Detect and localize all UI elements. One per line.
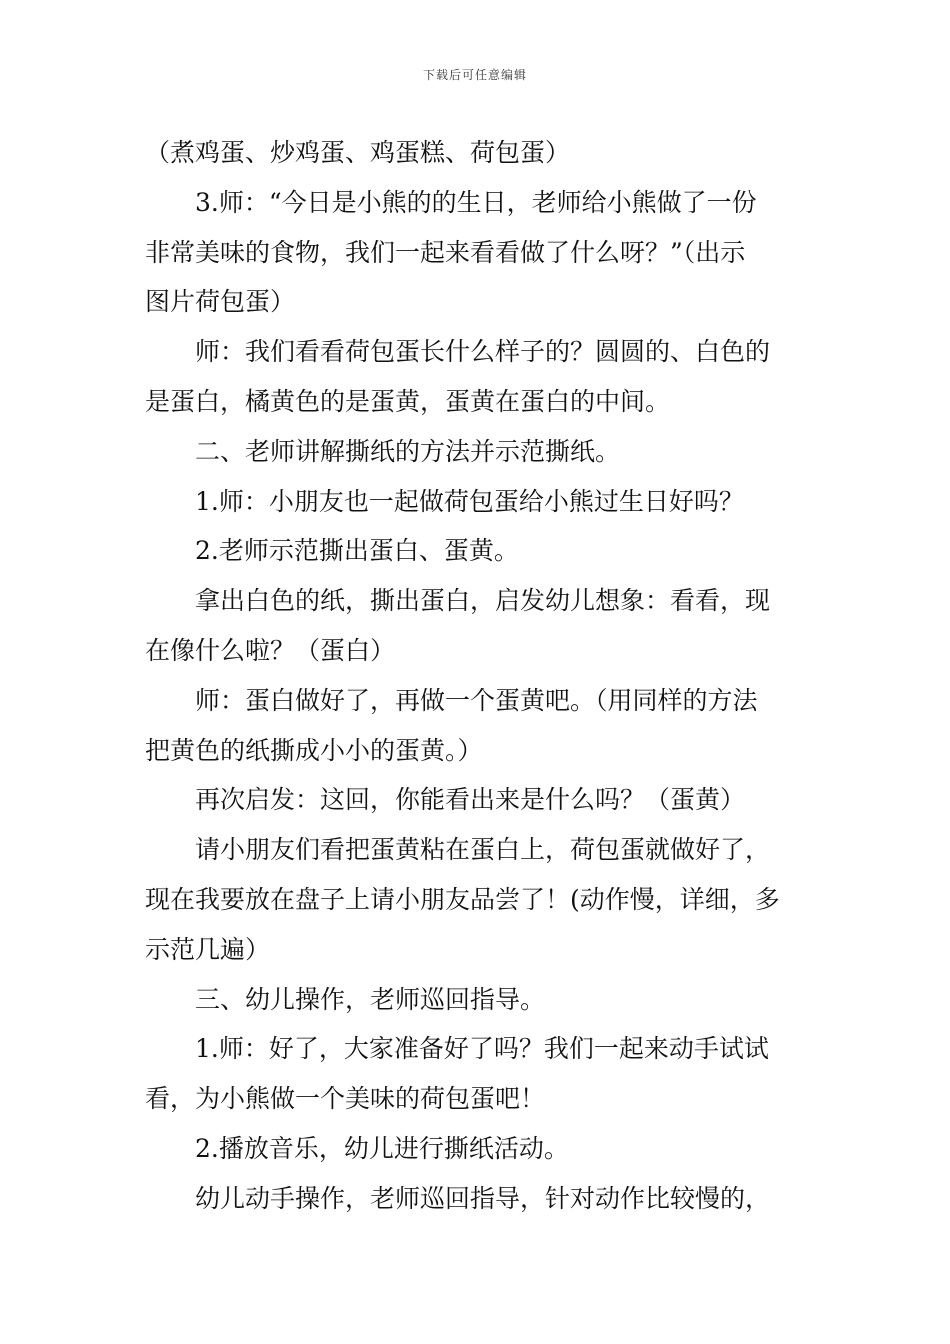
text-line: 图片荷包蛋） xyxy=(145,287,296,317)
text-line: 示范几遍） xyxy=(145,934,271,964)
text-line: （煮鸡蛋、炒鸡蛋、鸡蛋糕、荷包蛋） xyxy=(145,138,571,167)
text-line: 三、幼儿操作，老师巡回指导。 xyxy=(195,984,546,1014)
page-header-note: 下载后可任意编辑 xyxy=(422,68,527,82)
text-line: 师：蛋白做好了，再做一个蛋黄吧。（用同样的方法 xyxy=(195,685,758,715)
text-line: 1.师：好了，大家准备好了吗？我们一起来动手试试 xyxy=(195,1034,769,1064)
text-line: 3.师：“今日是小熊的的生日，老师给小熊做了一份 xyxy=(195,187,757,217)
text-line: 再次启发：这回，你能看出来是什么吗？（蛋黄） xyxy=(195,785,746,815)
text-line: 看，为小熊做一个美味的荷包蛋吧！ xyxy=(145,1084,546,1114)
text-line: 非常美味的食物，我们一起来看看做了什么呀？”（出示 xyxy=(145,237,746,267)
text-line: 请小朋友们看把蛋黄粘在蛋白上，荷包蛋就做好了， xyxy=(195,835,771,865)
text-line: 把黄色的纸撕成小小的蛋黄。） xyxy=(145,735,483,765)
text-line: 现在我要放在盘子上请小朋友品尝了！(动作慢，详细，多 xyxy=(145,884,780,914)
document-body xyxy=(145,128,810,1224)
text-line: 师：我们看看荷包蛋长什么样子的？圆圆的、白色的 xyxy=(195,337,771,367)
text-line: 拿出白色的纸，撕出蛋白，启发幼儿想象：看看，现 xyxy=(195,586,771,616)
text-line: 2.播放音乐，幼儿进行撕纸活动。 xyxy=(195,1133,569,1163)
text-line: 1.师：小朋友也一起做荷包蛋给小熊过生日好吗？ xyxy=(195,486,744,516)
text-line: 在像什么啦？（蛋白） xyxy=(145,635,396,665)
text-line: 二、老师讲解撕纸的方法并示范撕纸。 xyxy=(195,436,621,466)
text-line: 2.老师示范撕出蛋白、蛋黄。 xyxy=(195,536,519,566)
text-line: 是蛋白，橘黄色的是蛋黄，蛋黄在蛋白的中间。 xyxy=(145,386,671,416)
text-line: 幼儿动手操作，老师巡回指导，针对动作比较慢的， xyxy=(195,1183,771,1213)
